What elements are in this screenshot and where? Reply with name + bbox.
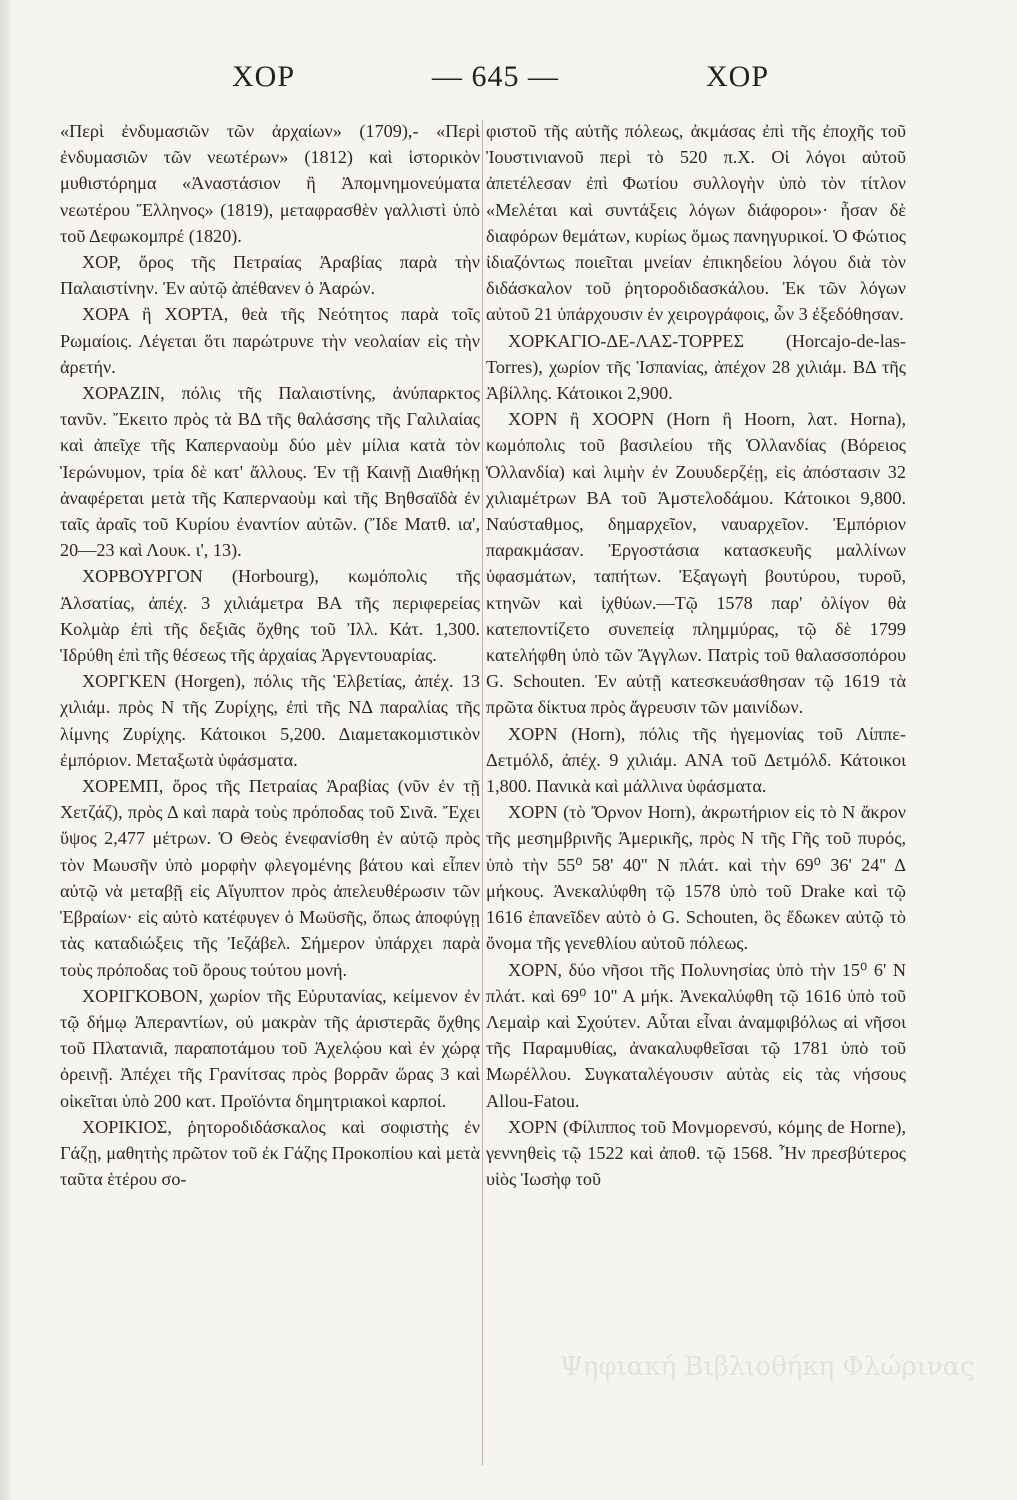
page-header	[0, 60, 1017, 112]
left-column	[60, 118, 480, 1192]
page-number: — 645 —	[432, 60, 559, 93]
page-edge-shadow	[0, 0, 14, 1500]
entry-chorikios-continued: φιστοῦ τῆς αὐτῆς πόλεως, ἀκμάσας ἐπὶ τῆς ἐποχῆς τοῦ Ἰουστινιανοῦ περὶ τὸ 520 π.Χ. Οἱ λόγοι αὐτοῦ ἀπετέλεσαν ἐπὶ Φωτίου συλλογὴν ὑπὸ τὸν τίτλον «Μελέται καὶ συντάξεις λόγων διάφοροι»· ἦσαν δὲ διαφόρων θεμάτων, κυρίως ὅμως πανηγυρικοί. Ὁ Φώτιος ἰδιαζόντως ποιεῖται μνείαν ἐπικηδείου λόγου διὰ τὸν διδάσκαλον τοῦ ῥητοροδιδασκάλου. Ἐκ τῶν λόγων αὐτοῦ 21 ὑπάρχουσιν ἐν χειρογράφοις, ὧν 3 ἐξεδόθησαν.	[486, 121, 906, 325]
header-right-keyword: ΧΟΡ	[706, 60, 770, 93]
entry-horbourg: ΧΟΡΒΟΥΡΓΟΝ (Horbourg), κωμόπολις τῆς Ἀλσατίας, ἀπέχ. 3 χιλιάμετρα ΒΑ τῆς περιφερείας Κολμὰρ ἐπὶ τῆς δεξιᾶς ὄχθης τοῦ Ἰλλ. Κάτ. 1,300. Ἱδρύθη ἐπὶ τῆς θέσεως τῆς ἀρχαίας Ἀργεντουαρίας.	[60, 566, 480, 666]
entry-chor: ΧΟΡ, ὄρος τῆς Πετραίας Ἀραβίας παρὰ τὴν Παλαιστίνην. Ἐν αὐτῷ ἀπέθανεν ὁ Ἀαρών.	[60, 252, 480, 299]
entry-hoorn: ΧΟΡΝ ἢ ΧΟΟΡΝ (Horn ἢ Hoorn, λατ. Horna), κωμόπολις τοῦ βασιλείου τῆς Ὁλλανδίας (Βόρειος Ὁλλανδία) καὶ λιμὴν ἐν Ζουυδερζέῃ, εἰς ἀπόστασιν 32 χιλιαμέτρων ΒΑ τοῦ Ἀμστελοδάμου. Κάτοικοι 9,800. Ναύσταθμος, δημαρχεῖον, ναυαρχεῖον. Ἐμπόριον παρακμάσαν. Ἐργοστάσια κατασκευῆς μαλλίνων ὑφασμάτων, ταπήτων. Ἐξαγωγὴ βουτύρου, τυροῦ, κτηνῶν καὶ ἰχθύων.—Τῷ 1578 παρ' ὀλίγον θὰ κατεποντίζετο συνεπείᾳ πλημμύρας, τῷ δὲ 1799 κατελήφθη ὑπὸ τῶν Ἄγγλων. Πατρὶς τοῦ θαλασσοπόρου G. Schouten. Ἐν αὐτῇ κατεσκευάσθησαν τῷ 1619 τὰ πρῶτα δίκτυα πρὸς ἄγρευσιν τῶν μαινίδων.	[486, 409, 906, 718]
entry-horgen: ΧΟΡΓΚΕΝ (Horgen), πόλις τῆς Ἑλβετίας, ἀπέχ. 13 χιλιάμ. πρὸς Ν τῆς Ζυρίχης, ἐπὶ τῆς ΝΔ παραλίας τῆς λίμνης Ζυρίχης. Κάτοικοι 5,200. Διαμετακομιστικὸν ἐμπόριον. Μεταξωτὰ ὑφάσματα.	[60, 671, 480, 770]
entry-continuation: «Περὶ ἐνδυμασιῶν τῶν ἀρχαίων» (1709),- «Περὶ ἐνδυμασιῶν τῶν νεωτέρων» (1812) καὶ ἱστορικὸν μυθιστόρημα «Ἀναστάσιον ἢ Ἀπομνημονεύματα νεωτέρου Ἕλληνος» (1819), μεταφρασθὲν γαλλιστὶ ὑπὸ τοῦ Δεφωκομπρέ (1820).	[60, 121, 480, 246]
entry-chorazin: ΧΟΡΑΖΙΝ, πόλις τῆς Παλαιστίνης, ἀνύπαρκτος τανῦν. Ἔκειτο πρὸς τὰ ΒΔ τῆς θαλάσσης τῆς Γαλιλαίας καὶ ἀπεῖχε τῆς Καπερναοὺμ δύο μὲν μίλια κατὰ τὸν Ἱερώνυμον, τρία δὲ κατ' ἄλλους. Ἐν τῇ Καινῇ Διαθήκῃ ἀναφέρεται μετὰ τῆς Καπερναοὺμ καὶ τῆς Βηθσαϊδὰ ἐν ταῖς ἀραῖς τοῦ Κυρίου ἐναντίον αὐτῶν. (Ἴδε Ματθ. ια', 20—23 καὶ Λουκ. ι', 13).	[60, 383, 480, 561]
entry-horn-lippe: ΧΟΡΝ (Horn), πόλις τῆς ἡγεμονίας τοῦ Λίππε-Δετμόλδ, ἀπέχ. 9 χιλιάμ. ΑΝΑ τοῦ Δετμόλδ. Κάτοικοι 1,800. Πανικὰ καὶ μάλλινα ὑφάσματα.	[486, 723, 906, 797]
entry-chorigkovon: ΧΟΡΙΓΚΟΒΟΝ, χωρίον τῆς Εὐρυτανίας, κείμενον ἐν τῷ δήμῳ Ἀπεραντίων, οὐ μακρὰν τῆς ἀριστερᾶς ὄχθης τοῦ Πλατανιᾶ, παραποτάμου τοῦ Ἀχελῴου καὶ ἐν χώρᾳ ὀρεινῇ. Ἀπέχει τῆς Γρανίτσας πρὸς βορρᾶν ὥρας 3 καὶ οἰκεῖται ὑπὸ 200 κατ. Προϊόντα δημητριακοὶ καρποί.	[60, 985, 480, 1111]
library-watermark: Ψηφιακή Βιβλιοθήκη Φλώρινας	[560, 1352, 975, 1382]
entry-horcajo: ΧΟΡΚΑΓΙΟ-ΔΕ-ΛΑΣ-ΤΟΡΡΕΣ (Horcajo-de-las-Torres), χωρίον τῆς Ἱσπανίας, ἀπέχον 28 χιλιάμ. ΒΔ τῆς Ἀβίλλης. Κάτοικοι 2,900.	[486, 330, 906, 404]
entry-chora: ΧΟΡΑ ἢ ΧΟΡΤΑ, θεὰ τῆς Νεότητος παρὰ τοῖς Ρωμαίοις. Λέγεται ὅτι παρώτρυνε τὴν νεολαίαν εἰς τὴν ἀρετήν.	[60, 304, 480, 377]
entry-horeb: ΧΟΡΕΜΠ, ὄρος τῆς Πετραίας Ἀραβίας (νῦν ἐν τῇ Χετζάζ), πρὸς Δ καὶ παρὰ τοὺς πρόποδας τοῦ Σινᾶ. Ἔχει ὕψος 2,477 μέτρων. Ὁ Θεὸς ἐνεφανίσθη ἐν αὐτῷ πρὸς τὸν Μωυσῆν ὑπὸ μορφὴν φλεγομένης βάτου καὶ εἶπεν αὐτῷ νὰ μεταβῇ εἰς Αἴγυπτον πρὸς ἀπελευθέρωσιν τῶν Ἑβραίων· εἰς αὐτὸ κατέφυγεν ὁ Μωϋσῆς, ὅπως ἀποφύγῃ τὰς καταδιώξεις τῆς Ἰεζάβελ. Σήμερον ὑπάρχει παρὰ τοὺς πρόποδας τοῦ ὄρους τούτου μονή.	[60, 776, 480, 980]
entry-horn-islands: ΧΟΡΝ, δύο νῆσοι τῆς Πολυνησίας ὑπὸ τὴν 15⁰ 6' Ν πλάτ. καὶ 69⁰ 10'' Α μήκ. Ἀνεκαλύφθη τῷ 1616 ὑπὸ τοῦ Λεμαὶρ καὶ Σχούτεν. Αὗται εἶναι ἀναμφιβόλως αἱ νῆσοι τῆς Παραμυθίας, ἀνακαλυφθεῖσαι τῷ 1781 ὑπὸ τοῦ Μωρέλλου. Συγκαταλέγουσιν αὐτὰς εἰς τὰς νήσους Allou-Fatou.	[486, 959, 906, 1111]
right-column	[486, 118, 906, 1192]
entry-philippe-de-horne: ΧΟΡΝ (Φίλιππος τοῦ Μονμορενσύ, κόμης de Horne), γεννηθεὶς τῷ 1522 καὶ ἀποθ. τῷ 1568. Ἦν πρεσβύτερος υἱὸς Ἰωσὴφ τοῦ	[486, 1116, 906, 1190]
entry-cape-horn: ΧΟΡΝ (τὸ Ὄρνον Horn), ἀκρωτήριον εἰς τὸ Ν ἄκρον τῆς μεσημβρινῆς Ἀμερικῆς, πρὸς Ν τῆς Γῆς τοῦ πυρός, ὑπὸ τὴν 55⁰ 58' 40'' Ν πλάτ. καὶ τὴν 69⁰ 36' 24'' Δ μήκους. Ἀνεκαλύφθη τῷ 1578 ὑπὸ τοῦ Drake καὶ τῷ 1616 ἐπανεῖδεν αὐτὸ ὁ G. Schouten, ὃς ἔδωκεν αὐτῷ τὸ ὄνομα τῆς γενεθλίου αὐτοῦ πόλεως.	[486, 802, 906, 954]
header-left-keyword: ΧΟΡ	[232, 60, 296, 93]
column-divider	[482, 120, 483, 1465]
entry-chorikios: ΧΟΡΙΚΙΟΣ, ῥητοροδιδάσκαλος καὶ σοφιστὴς ἐν Γάζῃ, μαθητὴς πρῶτον τοῦ ἐκ Γάζης Προκοπίου καὶ μετὰ ταῦτα ἑτέρου σο-	[60, 1116, 480, 1190]
